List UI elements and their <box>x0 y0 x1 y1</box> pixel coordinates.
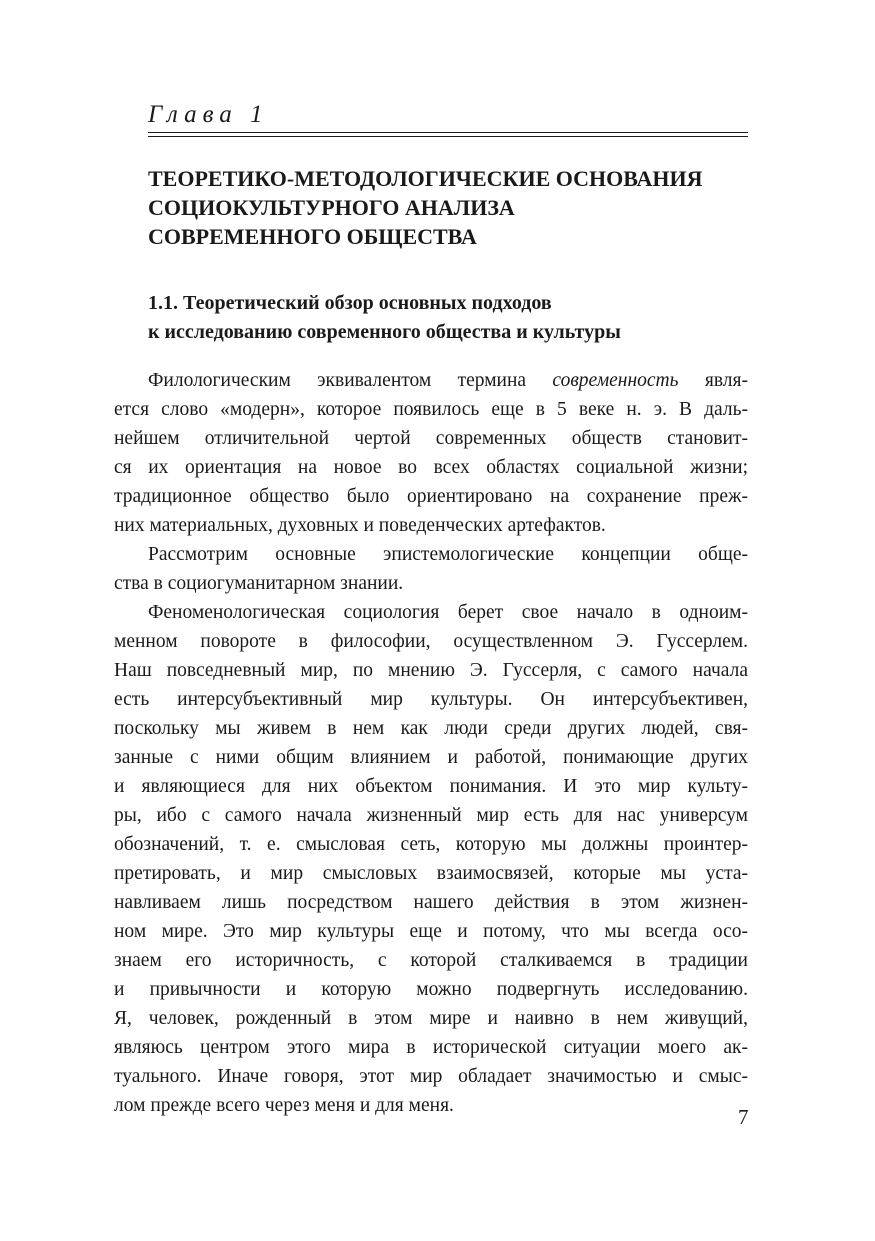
body-line: Наш повседневный мир, по мнению Э. Гуссерля, с самого начала <box>114 660 748 681</box>
body-line: ном мире. Это мир культуры еще и потому, что мы всегда осо- <box>114 921 748 942</box>
body-line: Феноменологическая социология берет свое начало в одноим- <box>148 602 748 623</box>
body-line: лом прежде всего через меня и для меня. <box>114 1095 454 1116</box>
body-line: поскольку мы живем в нем как люди среди других людей, свя- <box>114 718 748 739</box>
section-title <box>148 289 768 347</box>
body-line: есть интерсубъективный мир культуры. Он интерсубъективен, <box>114 689 748 710</box>
body-line-segment: явля- <box>678 370 748 391</box>
body-line: занные с ними общим влиянием и работой, понимающие других <box>114 747 748 768</box>
page-number: 7 <box>738 1105 749 1129</box>
chapter-title-line: СОВРЕМЕННОГО ОБЩЕСТВА <box>148 224 477 249</box>
body-line-segment: Филологическим эквивалентом термина <box>148 370 553 391</box>
body-line: ства в социогуманитарном знании. <box>114 573 404 594</box>
section-title-line: 1.1. Теоретический обзор основных подходов <box>148 292 552 314</box>
body-line: нейшем отличительной чертой современных обществ становит- <box>114 428 748 449</box>
body-line: них материальных, духовных и поведенческих артефактов. <box>114 515 606 536</box>
chapter-label: Глава 1 <box>148 101 269 128</box>
emphasized-term: современность <box>552 370 679 391</box>
body-line: Я, человек, рожденный в этом мире и наивно в нем живущий, <box>114 1008 748 1029</box>
body-line: навливаем лишь посредством нашего действия в этом жизнен- <box>114 892 748 913</box>
body-line: и являющиеся для них объектом понимания. И это мир культу- <box>114 776 748 797</box>
body-text <box>114 366 748 1120</box>
body-line: обозначений, т. е. смысловая сеть, которую мы должны проинтер- <box>114 834 748 855</box>
body-line: ры, ибо с самого начала жизненный мир есть для нас универсум <box>114 805 748 826</box>
chapter-rule-bottom <box>148 136 748 137</box>
body-line: менном повороте в философии, осуществленном Э. Гуссерлем. <box>114 631 748 652</box>
body-line: ется слово «модерн», которое появилось еще в 5 веке н. э. В даль- <box>114 399 748 420</box>
chapter-rule-top <box>148 132 748 133</box>
chapter-title-line: СОЦИОКУЛЬТУРНОГО АНАЛИЗА <box>148 195 515 220</box>
body-line <box>114 366 748 395</box>
body-line: знаем его историчность, с которой сталкиваемся в традиции <box>114 950 748 971</box>
body-line: претировать, и мир смысловых взаимосвязей, которые мы уста- <box>114 863 748 884</box>
section-title-line: к исследованию современного общества и культуры <box>148 321 621 343</box>
chapter-title-line: ТЕОРЕТИКО-МЕТОДОЛОГИЧЕСКИЕ ОСНОВАНИЯ <box>148 166 703 191</box>
body-line: и привычности и которую можно подвергнуть исследованию. <box>114 979 748 1000</box>
body-line: Рассмотрим основные эпистемологические концепции обще- <box>148 544 748 565</box>
body-line: являюсь центром этого мира в исторической ситуации моего ак- <box>114 1037 748 1058</box>
body-line: традиционное общество было ориентировано на сохранение преж- <box>114 486 748 507</box>
body-line: ся их ориентация на новое во всех областях социальной жизни; <box>114 457 748 478</box>
body-line: туального. Иначе говоря, этот мир обладает значимостью и смыс- <box>114 1066 748 1087</box>
chapter-title <box>148 164 768 251</box>
